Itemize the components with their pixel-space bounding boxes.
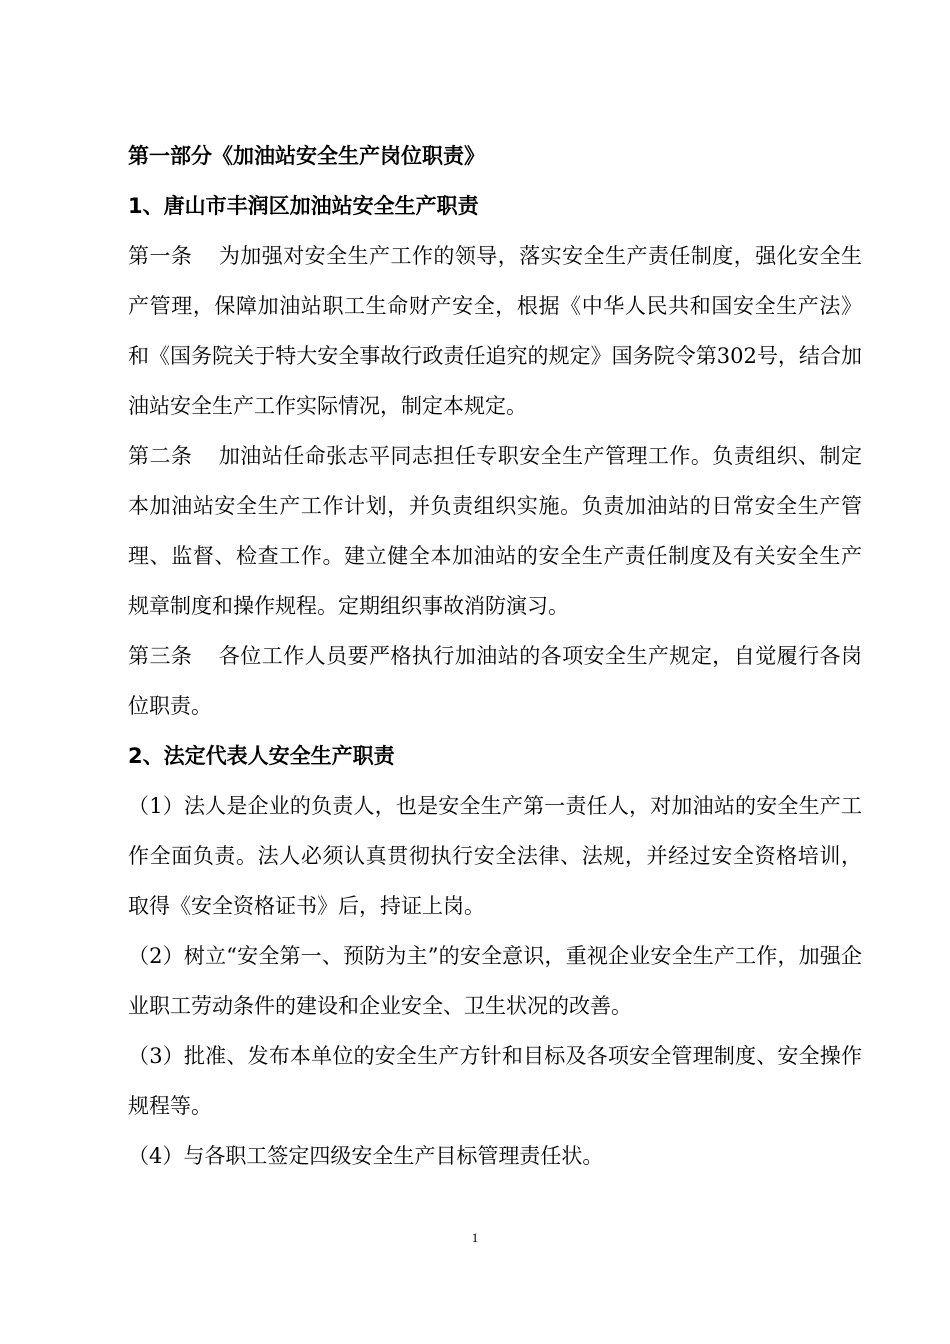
article-text: 加油站任命张志平同志担任专职安全生产管理工作。负责组织、制定本加油站安全生产工作计划，并负责组织实施。负责加油站的日常安全生产管理、监督、检查工作。建立健全本加油站的安全生产责任制度及有关安全生产规章制度和操作规程。定期组织事故消防演习。 [128,444,863,618]
article-1 [128,231,862,431]
document-body [128,131,862,1181]
article-label: 第三条 [128,644,193,668]
section-heading-1: 1、唐山市丰润区加油站安全生产职责 [128,194,479,218]
article-text: 各位工作人员要严格执行加油站的各项安全生产规定，自觉履行各岗位职责。 [128,644,863,718]
article-label: 第二条 [128,444,193,468]
page-number: 1 [471,1230,479,1245]
article-label: 第一条 [128,244,193,268]
duty-item-2: （2）树立“安全第一、预防为主”的安全意识，重视企业安全生产工作，加强企业职工劳动条件的建设和企业安全、卫生状况的改善。 [128,944,862,1018]
duty-item-4: （4）与各职工签定四级安全生产目标管理责任状。 [128,1144,604,1168]
article-2 [128,431,862,631]
duty-item-3: （3）批准、发布本单位的安全生产方针和目标及各项安全管理制度、安全操作规程等。 [128,1044,862,1118]
section-heading-2: 2、法定代表人安全生产职责 [128,744,395,768]
duty-item-1: （1）法人是企业的负责人，也是安全生产第一责任人，对加油站的安全生产工作全面负责。法人必须认真贯彻执行安全法律、法规，并经过安全资格培训，取得《安全资格证书》后，持证上岗。 [128,794,862,918]
part-title: 第一部分《加油站安全生产岗位职责》 [128,144,485,168]
article-text: 为加强对安全生产工作的领导，落实安全生产责任制度，强化安全生产管理，保障加油站职工生命财产安全，根据《中华人民共和国安全生产法》和《国务院关于特大安全事故行政责任追究的规定》国务院令第302号，结合加油站安全生产工作实际情况，制定本规定。 [128,244,863,418]
article-3 [128,631,862,731]
